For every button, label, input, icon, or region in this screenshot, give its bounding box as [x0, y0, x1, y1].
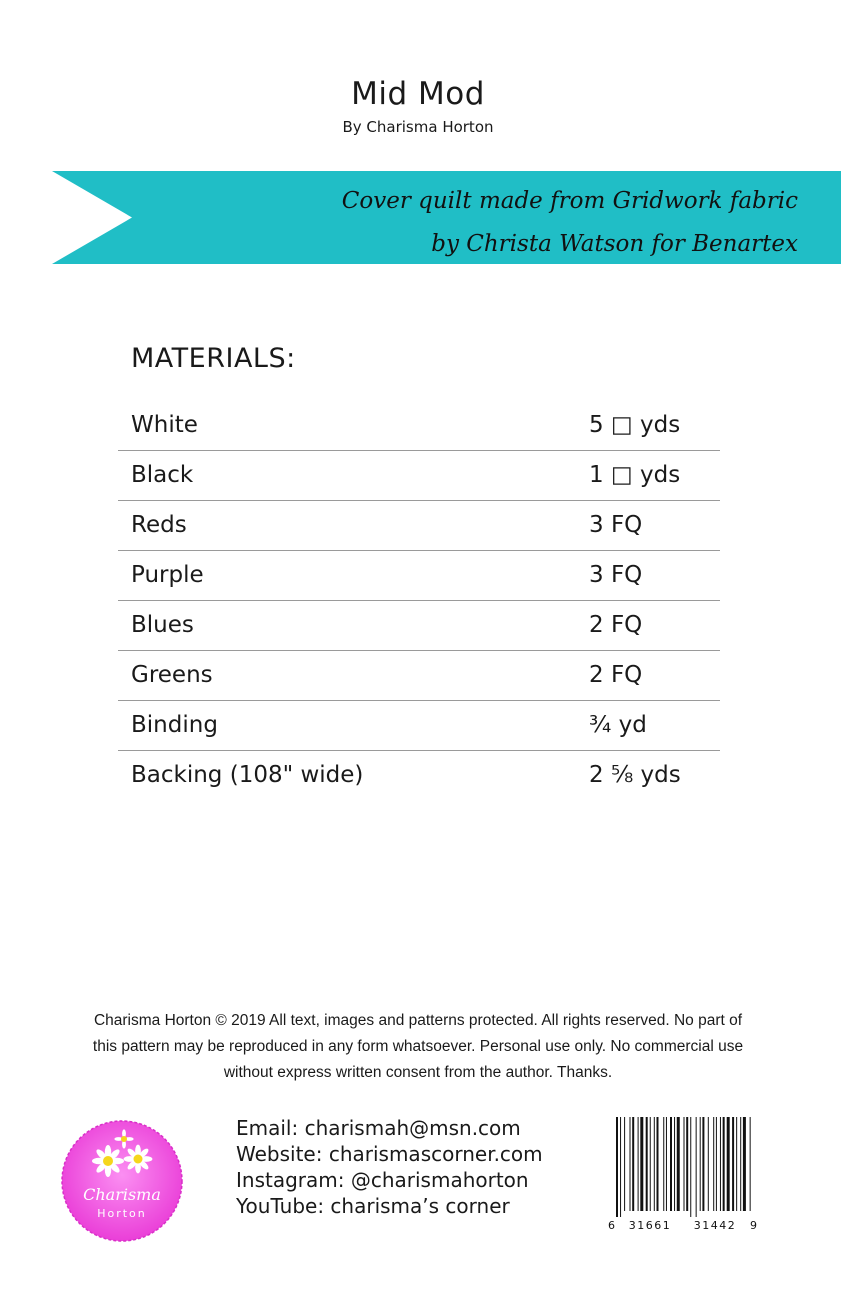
barcode-bar	[677, 1117, 680, 1211]
material-name: White	[131, 412, 198, 438]
charisma-horton-logo	[60, 1119, 184, 1243]
logo-surname-text: Horton	[97, 1207, 147, 1220]
material-name: Black	[131, 462, 194, 488]
table-row	[118, 451, 720, 501]
material-amount: 1 □ yds	[589, 462, 681, 488]
upc-barcode	[604, 1115, 760, 1233]
barcode-bar	[670, 1117, 672, 1211]
barcode-bar	[632, 1117, 634, 1211]
barcode-bar	[743, 1117, 746, 1211]
copyright-line-2: this pattern may be reproduced in any form whatsoever. Personal use only. No commercial use	[92, 1038, 744, 1055]
barcode-bar	[732, 1117, 734, 1211]
material-name: Reds	[131, 512, 187, 538]
author-byline: By Charisma Horton	[342, 118, 494, 136]
barcode-bar	[736, 1117, 737, 1211]
barcode-bar	[750, 1117, 751, 1211]
barcode-bar	[702, 1117, 704, 1211]
barcode-right-digits: 31442	[693, 1219, 737, 1232]
barcode-bar	[686, 1117, 688, 1211]
barcode-bar	[663, 1117, 664, 1211]
barcode-bar	[716, 1117, 717, 1211]
barcode-bar	[638, 1117, 639, 1211]
barcode-bar	[630, 1117, 631, 1211]
material-name: Greens	[131, 662, 213, 688]
table-row	[118, 601, 720, 651]
copyright-line-1: Charisma Horton © 2019 All text, images and patterns protected. All rights reserved. No part of	[93, 1012, 743, 1029]
material-name: Purple	[131, 562, 204, 588]
page-title: Mid Mod	[351, 76, 485, 112]
contact-email: Email: charismah@msn.com	[236, 1116, 521, 1140]
barcode-trail-digit: 9	[750, 1219, 757, 1232]
copyright-notice	[60, 1008, 776, 1086]
contact-instagram: Instagram: @charismahorton	[236, 1168, 529, 1192]
barcode-bar	[690, 1117, 691, 1217]
barcode-bar	[727, 1117, 730, 1211]
barcode-bars	[616, 1117, 751, 1217]
barcode-bar	[654, 1117, 655, 1211]
logo-name-text: Charisma	[83, 1185, 161, 1204]
barcode-bar	[624, 1117, 625, 1211]
contact-info	[236, 1115, 543, 1219]
material-amount: 3 FQ	[589, 562, 643, 588]
material-amount: 2 FQ	[589, 662, 643, 688]
barcode-bar	[723, 1117, 725, 1211]
barcode-bar	[713, 1117, 714, 1211]
barcode-bar	[740, 1117, 741, 1211]
barcode-bar	[674, 1117, 675, 1211]
barcode-bar	[696, 1117, 697, 1217]
material-name: Binding	[131, 712, 218, 738]
barcode-bar	[646, 1117, 648, 1211]
table-row	[118, 551, 720, 601]
barcode-bar	[666, 1117, 667, 1211]
banner-line-1: Cover quilt made from Gridwork fabric	[341, 188, 798, 214]
table-row	[118, 401, 720, 451]
table-row	[118, 651, 720, 701]
barcode-bar	[640, 1117, 643, 1211]
barcode-bar	[700, 1117, 701, 1211]
materials-heading: MATERIALS:	[131, 343, 296, 374]
table-row	[118, 751, 720, 800]
banner-line-2: by Christa Watson for Benartex	[431, 231, 798, 257]
barcode-bar	[657, 1117, 659, 1211]
table-row	[118, 701, 720, 751]
material-amount: 5 □ yds	[589, 412, 681, 438]
banner-caption	[140, 180, 798, 266]
barcode-bar	[616, 1117, 618, 1217]
contact-youtube: YouTube: charisma’s corner	[236, 1194, 510, 1218]
barcode-lead-digit: 6	[608, 1219, 615, 1232]
material-amount: 2 FQ	[589, 612, 643, 638]
materials-table	[118, 401, 720, 800]
material-name: Blues	[131, 612, 194, 638]
material-name: Backing (108" wide)	[131, 762, 364, 788]
table-row	[118, 501, 720, 551]
barcode-bar	[620, 1117, 621, 1217]
contact-website: Website: charismascorner.com	[236, 1142, 543, 1166]
material-amount: ¾ yd	[589, 712, 647, 738]
material-amount: 3 FQ	[589, 512, 643, 538]
barcode-left-digits: 31661	[628, 1219, 672, 1232]
material-amount: 2 ⅝ yds	[589, 762, 681, 788]
barcode-bar	[650, 1117, 651, 1211]
barcode-bar	[684, 1117, 685, 1211]
barcode-bar	[720, 1117, 721, 1211]
barcode-bar	[708, 1117, 709, 1211]
copyright-line-3: without express written consent from the author. Thanks.	[223, 1064, 613, 1081]
